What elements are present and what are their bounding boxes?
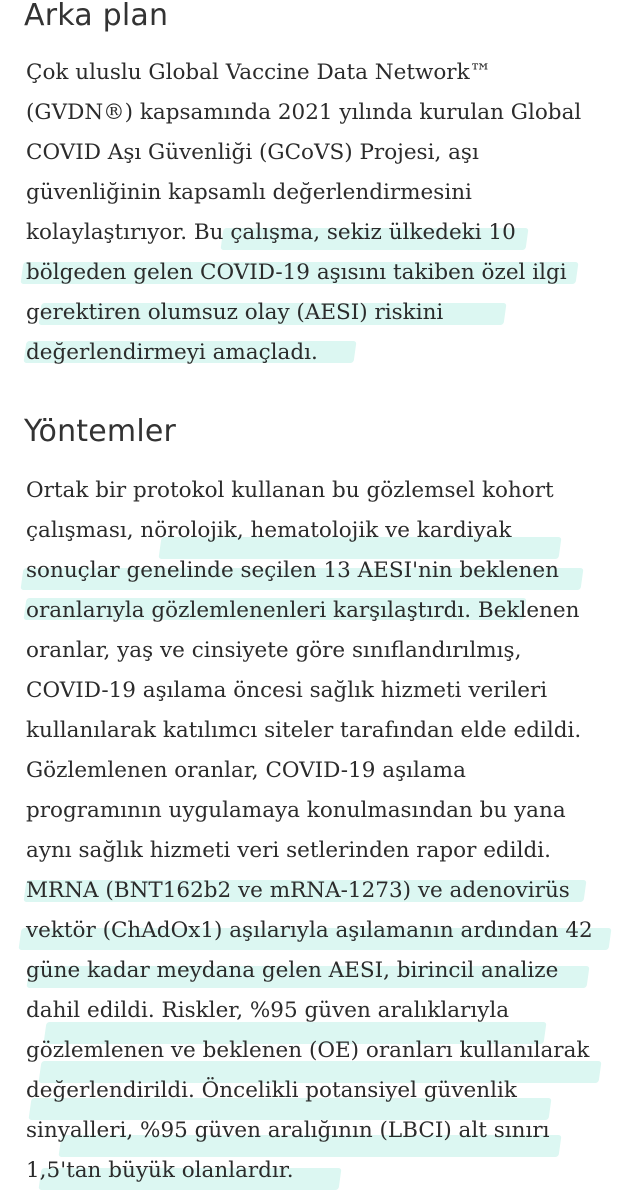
- paragraph-line: gerektiren olumsuz olay (AESI) riskini: [26, 300, 444, 325]
- paragraph-line: 1,5'tan büyük olanlardır.: [26, 1158, 294, 1183]
- paragraph-line: güne kadar meydana gelen AESI, birincil analize: [26, 958, 559, 983]
- paragraph-line: programının uygulamaya konulmasından bu yana: [26, 798, 566, 823]
- paragraph-line: Gözlemlenen oranlar, COVID-19 aşılama: [26, 758, 466, 783]
- paragraph-line: dahil edildi. Riskler, %95 güven aralıklarıyla: [26, 998, 510, 1023]
- paragraph-line: değerlendirildi. Öncelikli potansiyel güvenlik: [26, 1078, 517, 1103]
- paragraph-line: değerlendirmeyi amaçladı.: [26, 340, 318, 365]
- paragraph-line: (GVDN®) kapsamında 2021 yılında kurulan Global: [26, 100, 582, 125]
- paragraph-line: güvenliğinin kapsamlı değerlendirmesini: [26, 180, 472, 205]
- paragraph-line: bölgeden gelen COVID-19 aşısını takiben özel ilgi: [26, 260, 567, 285]
- paragraph-line: COVID-19 aşılama öncesi sağlık hizmeti verileri: [26, 678, 548, 703]
- paragraph-line: gözlemlenen ve beklenen (OE) oranları kullanılarak: [26, 1038, 590, 1063]
- paragraph-line: aynı sağlık hizmeti veri setlerinden rapor edildi.: [26, 838, 551, 863]
- paragraph-line: kolaylaştırıyor. Bu çalışma, sekiz ülkedeki 10: [26, 220, 516, 245]
- paragraph-line: sinyalleri, %95 güven aralığının (LBCI) alt sınırı: [26, 1118, 550, 1143]
- paragraph-line: COVID Aşı Güvenliği (GCoVS) Projesi, aşı: [26, 140, 479, 165]
- paragraph-line: oranlar, yaş ve cinsiyete göre sınıflandırılmış,: [26, 638, 522, 663]
- paragraph-line: vektör (ChAdOx1) aşılarıyla aşılamanın ardından 42: [26, 918, 593, 943]
- section-heading-methods: Yöntemler: [24, 414, 177, 449]
- paragraph-line: Ortak bir protokol kullanan bu gözlemsel kohort: [26, 478, 554, 503]
- paragraph-line: MRNA (BNT162b2 ve mRNA-1273) ve adenovirüs: [26, 878, 570, 903]
- paragraph-line: kullanılarak katılımcı siteler tarafından elde edildi.: [26, 718, 582, 743]
- paragraph-line: oranlarıyla gözlemlenenleri karşılaştırdı. Beklenen: [26, 598, 580, 623]
- paragraph-line: sonuçlar genelinde seçilen 13 AESI'nin beklenen: [26, 558, 559, 583]
- paragraph-line: Çok uluslu Global Vaccine Data Network™: [26, 60, 492, 85]
- paragraph-line: çalışması, nörolojik, hematolojik ve kardiyak: [26, 518, 512, 543]
- section-heading-background: Arka plan: [24, 0, 169, 33]
